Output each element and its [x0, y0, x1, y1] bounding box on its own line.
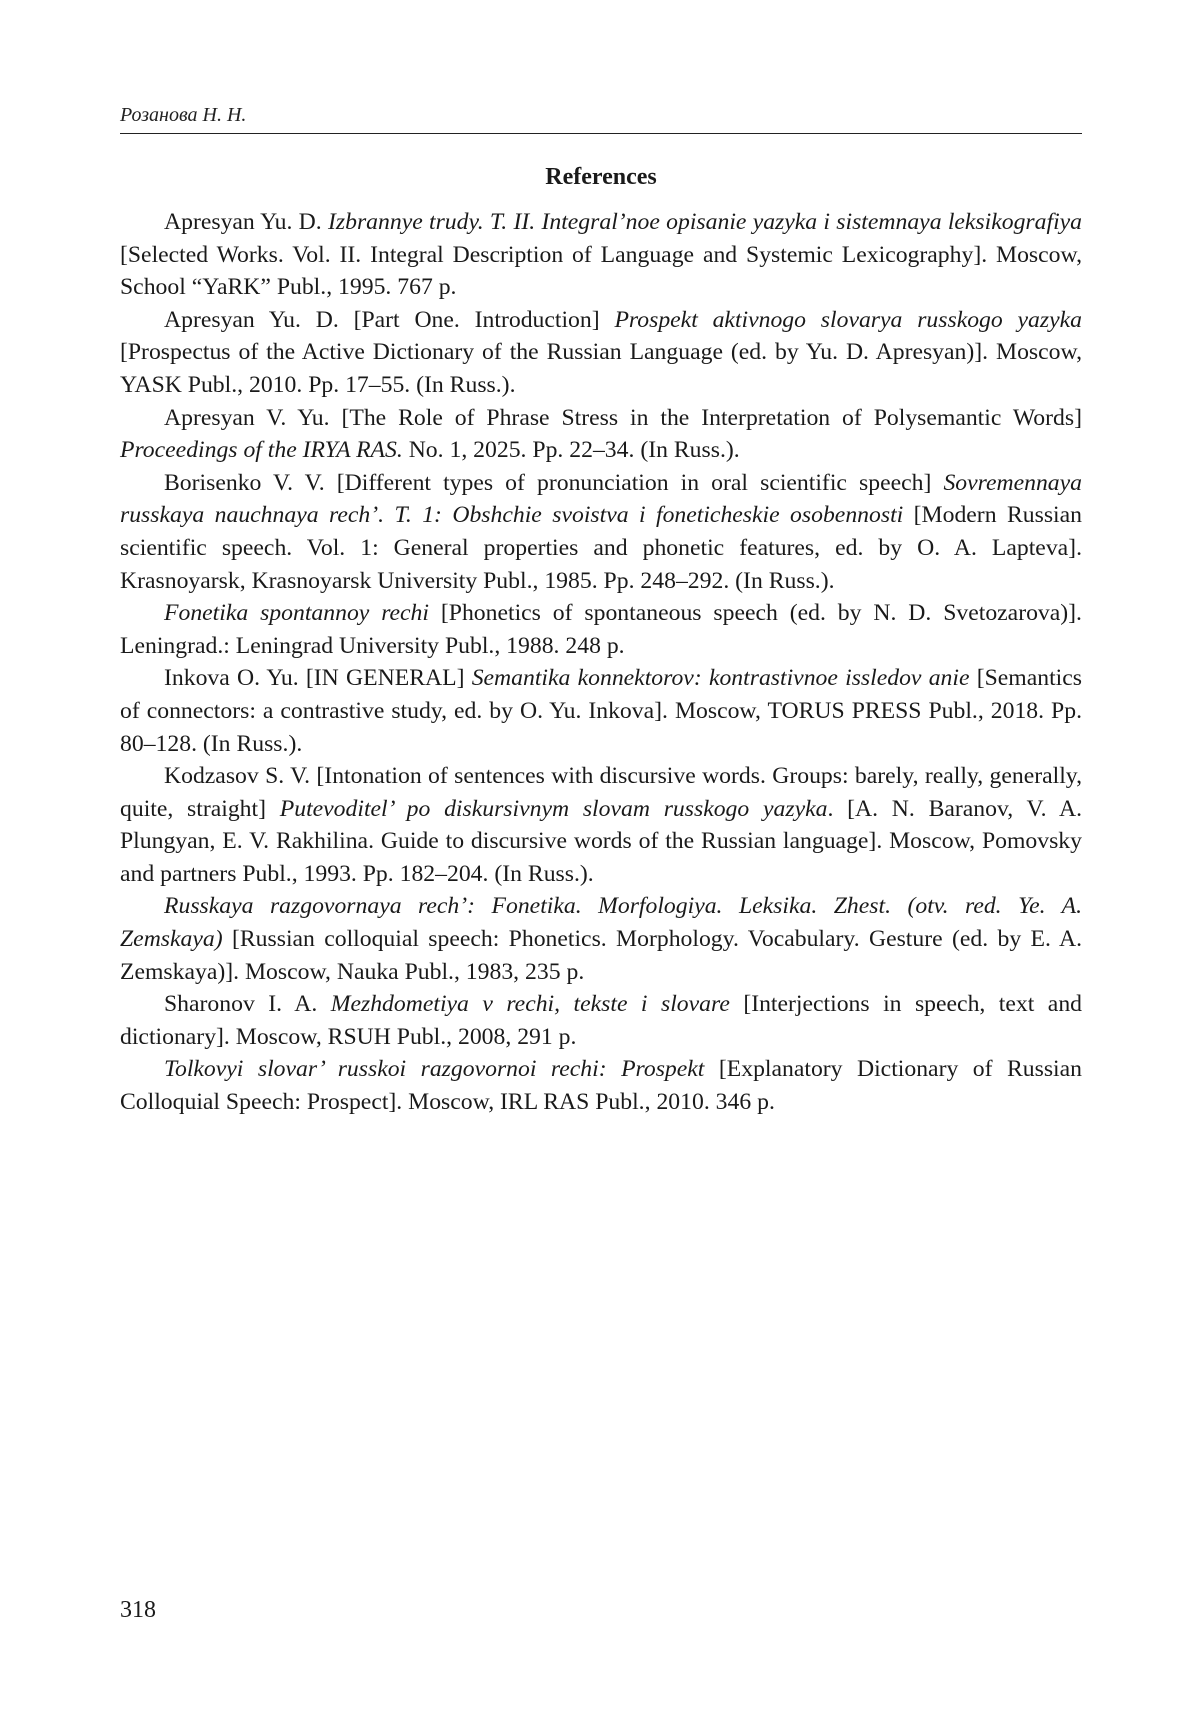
reference-text: [Russian colloquial speech: Phonetics. Morphology. Vocabulary. Gesture (ed. by E. A. Zemskaya)]. Moscow, Nauka Publ., 1983, 235 p.	[120, 926, 1082, 985]
running-head: Розанова Н. Н.	[120, 104, 247, 126]
reference-entry	[120, 467, 1082, 597]
reference-text: Inkova O. Yu. [IN GENERAL]	[164, 665, 472, 692]
reference-text: Sharonov I. A.	[164, 991, 331, 1018]
reference-entry	[120, 988, 1082, 1053]
header-rule	[120, 133, 1082, 134]
reference-text: Borisenko V. V. [Different types of pronunciation in oral scientific speech]	[164, 469, 944, 496]
reference-title-italic: Fonetika spontannoy rechi	[164, 600, 429, 627]
reference-entry	[120, 304, 1082, 402]
reference-title-italic: Tolkovyi slovar’ russkoi razgovornoi rechi: Prospekt	[164, 1056, 705, 1083]
reference-text: Apresyan Yu. D.	[164, 209, 328, 235]
reference-title-italic: Semantika konnektorov: kontrastivnoe issledov anie	[471, 665, 970, 692]
reference-title-italic: Proceedings of the IRYA RAS.	[120, 437, 403, 464]
reference-text: . [A. N. Baranov, V. A. Plungyan, E. V. Rakhilina. Guide to discursive words of the Russian language]. Moscow, Pomovsky and partners Publ., 1993. Pp. 182–204. (In Russ.).	[120, 795, 1082, 887]
reference-text: Kodzasov S. V. [Intonation of sentences with discursive words. Groups: barely, really, generally, quite, straight]	[120, 763, 1082, 822]
reference-text: [Selected Works. Vol. II. Integral Description of Language and Systemic Lexicography]. Moscow, School “YaRK” Publ., 1995. 767 p.	[120, 241, 1082, 301]
reference-title-italic: Putevoditel’ po diskursivnym slovam russkogo yazyka	[279, 795, 828, 822]
reference-text: [Phonetics of spontaneous speech (ed. by N. D. Svetozarova)]. Leningrad.: Leningrad University Publ., 1988. 248 p.	[120, 600, 1082, 659]
reference-entry	[120, 662, 1082, 760]
references-list	[120, 206, 1082, 1119]
reference-text: [Semantics of connectors: a contrastive study, ed. by O. Yu. Inkova]. Moscow, TORUS PRESS Publ., 2018. Pp. 80–128. (In Russ.).	[120, 665, 1082, 757]
reference-entry	[120, 760, 1082, 890]
reference-title-italic: Sovremennaya russkaya nauchnaya rech’. T. 1: Obshchie svoistva i foneticheskie osobennosti	[120, 469, 1082, 529]
reference-entry	[120, 597, 1082, 662]
reference-text: [Modern Russian scientific speech. Vol. 1: General properties and phonetic features, ed. by O. A. Lapteva]. Krasnoyarsk, Krasnoyarsk University Publ., 1985. Pp. 248–292. (In Russ.).	[120, 502, 1082, 594]
reference-entry	[120, 402, 1082, 467]
reference-text: [Explanatory Dictionary of Russian Colloquial Speech: Prospect]. Moscow, IRL RAS Publ., 2010. 346 p.	[120, 1056, 1083, 1116]
reference-entry	[120, 1053, 1082, 1118]
reference-title-italic: Mezhdometiya v rechi, tekste i slovare	[330, 991, 730, 1018]
reference-text: Apresyan V. Yu. [The Role of Phrase Stress in the Interpretation of Polysemantic Words]	[164, 404, 1082, 431]
reference-title-italic: Prospekt aktivnogo slovarya russkogo yazyka	[614, 306, 1082, 333]
reference-text: [Interjections in speech, text and dictionary]. Moscow, RSUH Publ., 2008, 291 p.	[120, 991, 1083, 1050]
reference-text: Apresyan Yu. D. [Part One. Introduction]	[164, 306, 615, 333]
reference-text: No. 1, 2025. Pp. 22–34. (In Russ.).	[402, 437, 740, 464]
reference-text: [Prospectus of the Active Dictionary of the Russian Language (ed. by Yu. D. Apresyan)]. Moscow, YASK Publ., 2010. Pp. 17–55. (In Russ.).	[120, 339, 1082, 398]
references-title: References	[545, 164, 657, 190]
reference-entry	[120, 890, 1082, 988]
reference-title-italic: Izbrannye trudy. T. II. Integral’noe opisanie yazyka i sistemnaya leksikografiya	[328, 209, 1083, 235]
page-number: 318	[120, 1597, 156, 1623]
reference-title-italic: Russkaya razgovornaya rech’: Fonetika. Morfologiya. Leksika. Zhest. (otv. red. Ye. A. Zemskaya)	[120, 893, 1082, 953]
reference-entry	[120, 206, 1082, 304]
